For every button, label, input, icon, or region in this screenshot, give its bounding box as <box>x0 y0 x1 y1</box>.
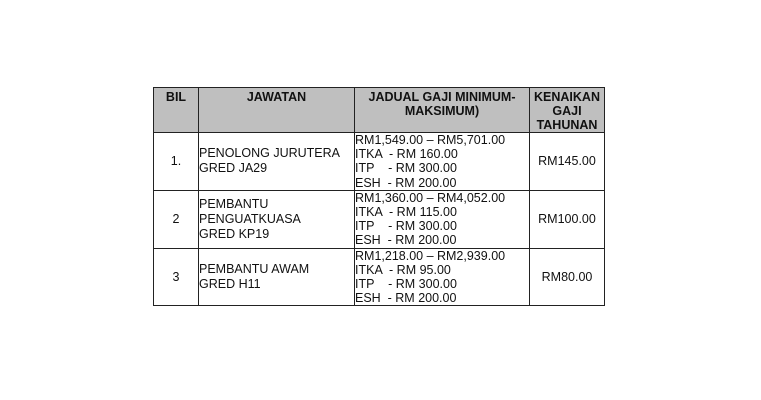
jawatan-line: PEMBANTU <box>199 196 269 211</box>
gaji-line: RM1,549.00 – RM5,701.00 <box>355 133 506 147</box>
cell-jawatan <box>199 190 355 248</box>
cell-jadual-gaji <box>355 248 530 306</box>
header-jadual-gaji <box>355 88 530 133</box>
gaji-line: ITKA - RM 95.00 <box>355 262 451 277</box>
header-jawatan <box>199 88 355 133</box>
header-kenaikan-line3: TAHUNAN <box>536 118 598 132</box>
gaji-line: ITKA - RM 160.00 <box>355 147 458 162</box>
cell-kenaikan: RM80.00 <box>530 248 605 306</box>
header-kenaikan-line2: GAJI <box>552 104 582 118</box>
salary-table <box>153 87 605 306</box>
gaji-line: ITP - RM 300.00 <box>355 219 457 234</box>
table-row <box>154 190 605 248</box>
header-gaji-line1: JADUAL GAJI MINIMUM- <box>368 90 516 104</box>
header-gaji-line2: MAKSIMUM) <box>404 104 480 118</box>
cell-bil: 2 <box>154 190 199 248</box>
header-jawatan-label: JAWATAN <box>246 90 307 104</box>
gaji-line: ESH - RM 200.00 <box>355 291 457 306</box>
gaji-line: RM1,218.00 – RM2,939.00 <box>355 248 506 263</box>
jawatan-line: PENGUATKUASA <box>199 211 301 226</box>
gaji-line: ESH - RM 200.00 <box>355 233 457 248</box>
header-kenaikan-line1: KENAIKAN <box>534 90 600 104</box>
cell-kenaikan: RM145.00 <box>530 133 605 191</box>
header-bil <box>154 88 199 133</box>
cell-bil: 1. <box>154 133 199 191</box>
jawatan-line: GRED H11 <box>199 277 261 292</box>
jawatan-line: PENOLONG JURUTERA <box>199 146 340 161</box>
cell-bil: 3 <box>154 248 199 306</box>
jawatan-line: GRED KP19 <box>199 226 270 241</box>
cell-jadual-gaji <box>355 190 530 248</box>
header-row <box>154 88 605 133</box>
gaji-line: ITKA - RM 115.00 <box>355 205 457 220</box>
cell-kenaikan: RM100.00 <box>530 190 605 248</box>
jawatan-line: PEMBANTU AWAM <box>199 262 310 277</box>
header-kenaikan <box>530 88 605 133</box>
gaji-line: ITP - RM 300.00 <box>355 161 457 176</box>
table-row <box>154 248 605 306</box>
jawatan-line: GRED JA29 <box>199 161 268 176</box>
gaji-line: ESH - RM 200.00 <box>355 175 457 190</box>
cell-jadual-gaji <box>355 133 530 191</box>
cell-jawatan <box>199 248 355 306</box>
table-row <box>154 133 605 191</box>
header-bil-label: BIL <box>165 90 187 104</box>
cell-jawatan <box>199 133 355 191</box>
gaji-line: RM1,360.00 – RM4,052.00 <box>355 190 506 205</box>
gaji-line: ITP - RM 300.00 <box>355 277 457 292</box>
